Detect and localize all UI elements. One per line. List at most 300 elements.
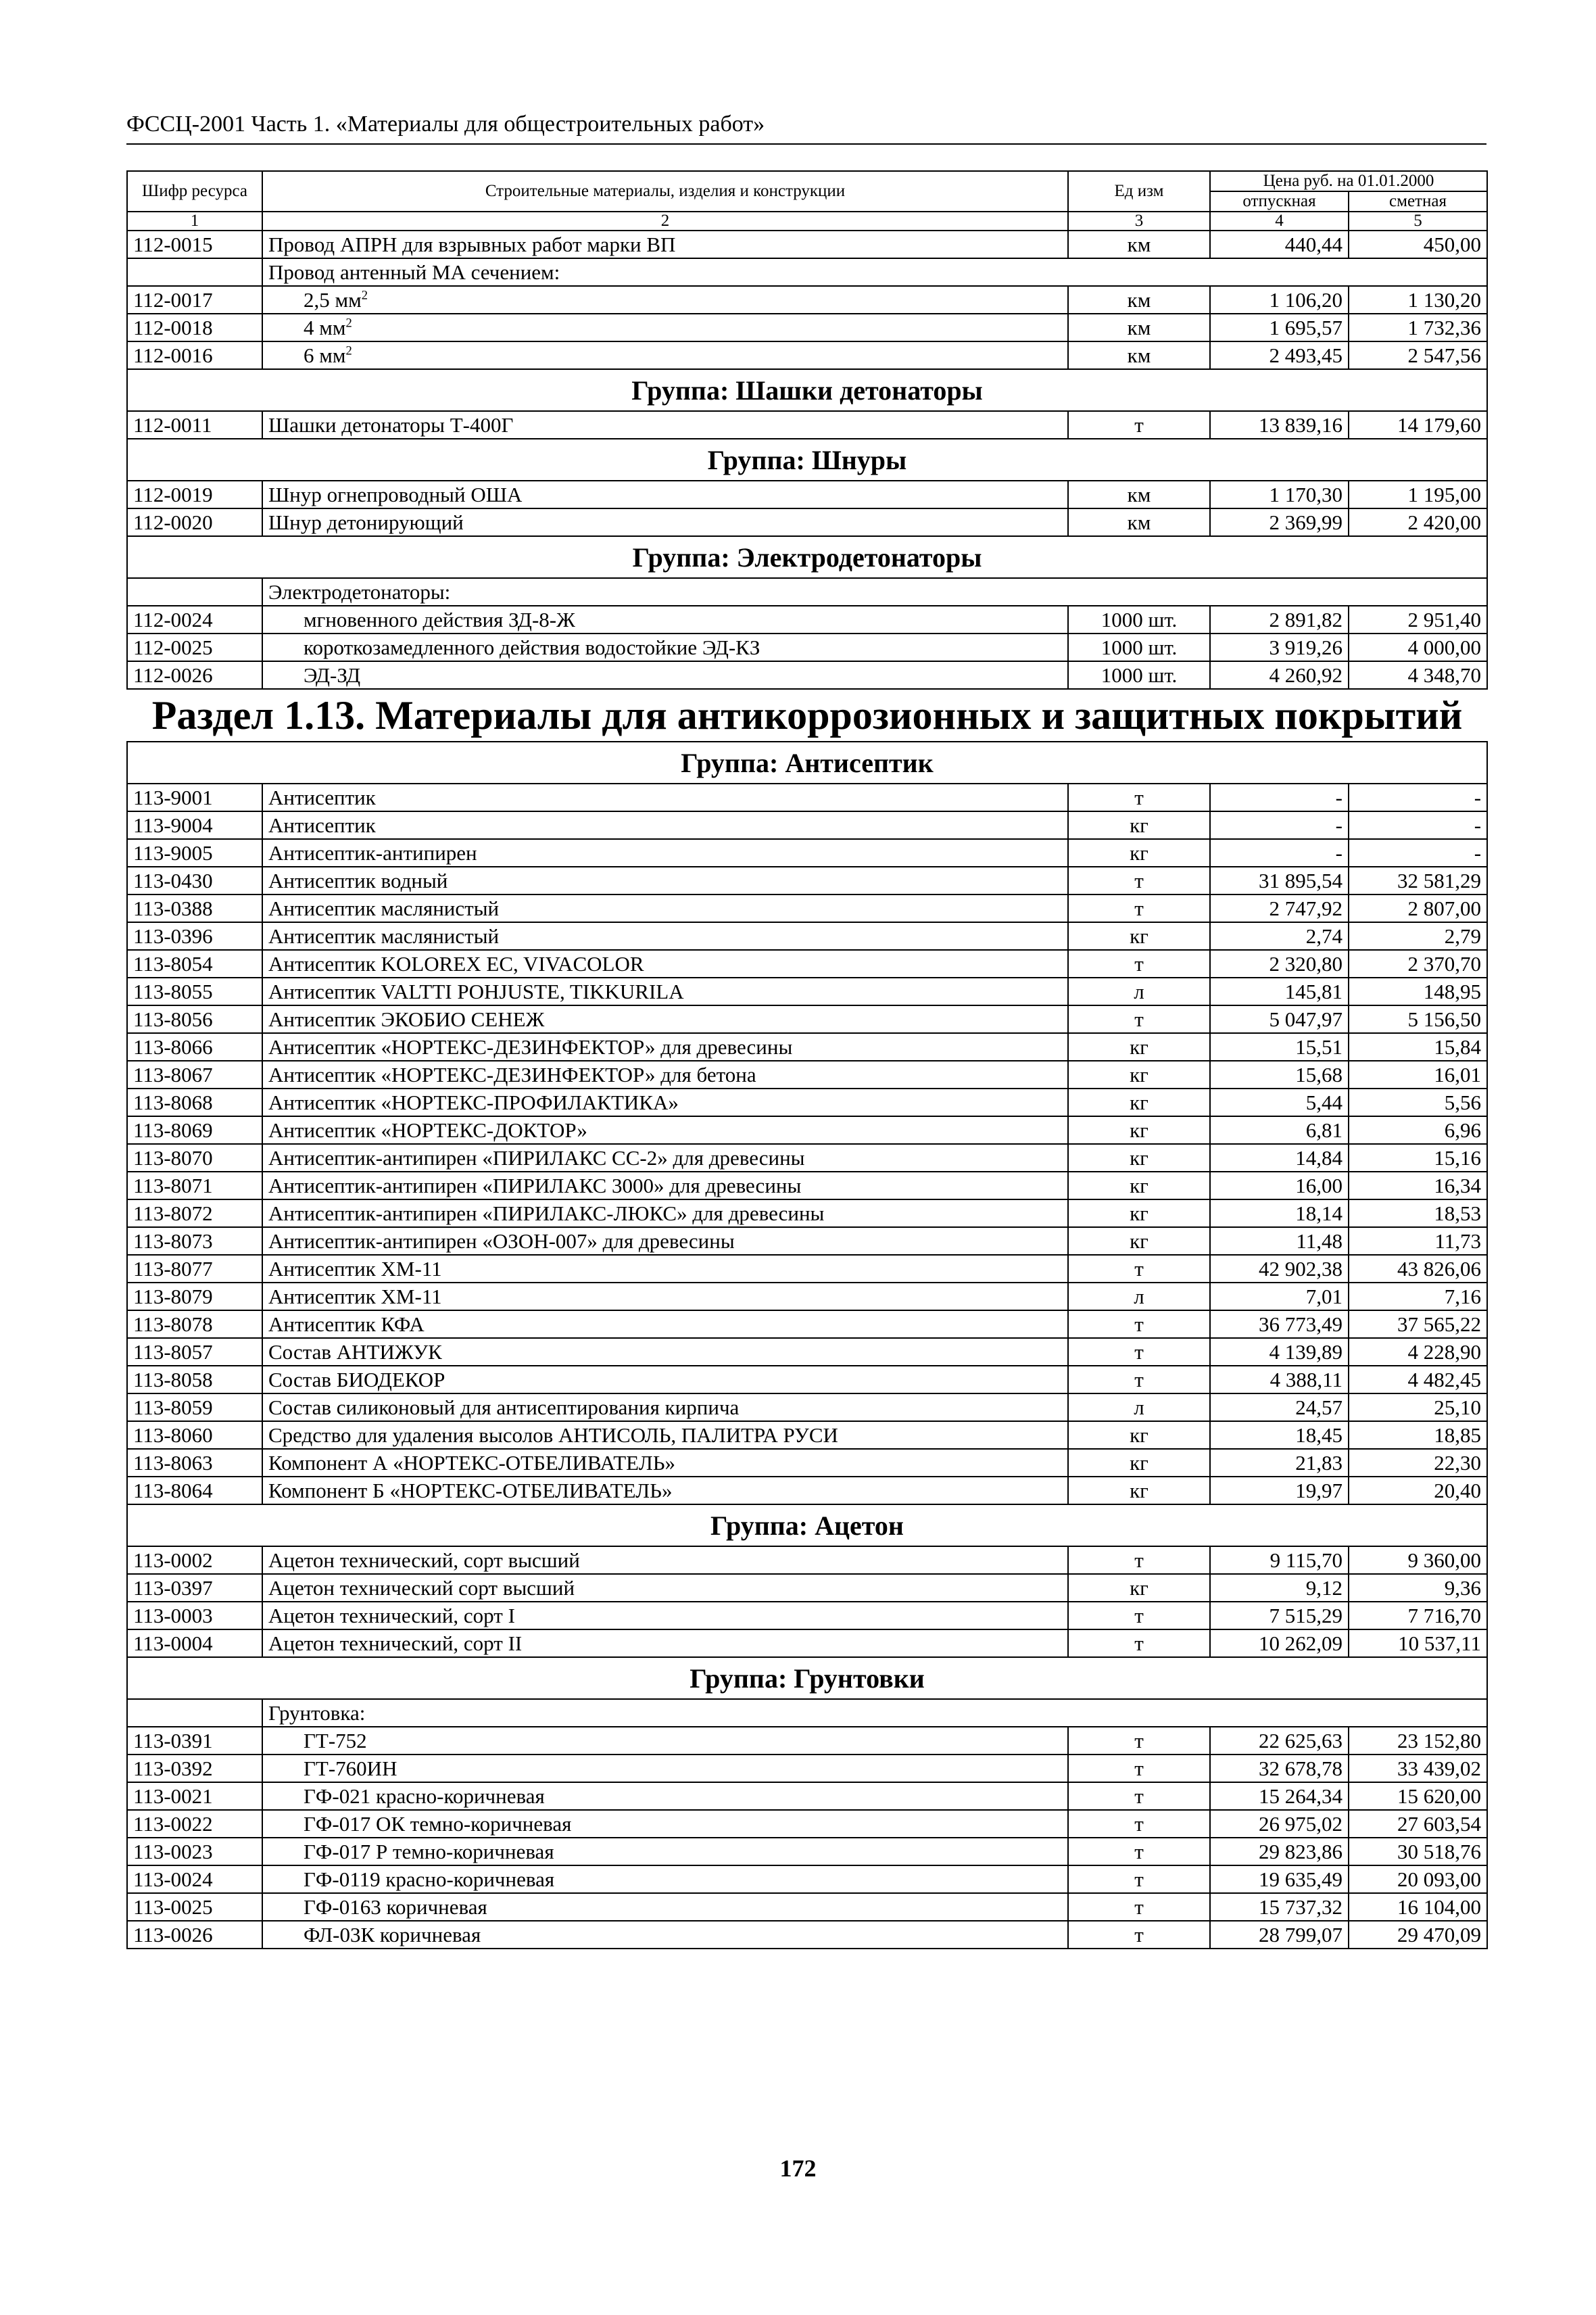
table-row [127,1449,1487,1477]
resource-code: 113-8059 [127,1393,262,1421]
estimate-price: 16,34 [1349,1172,1487,1199]
resource-code: 113-8069 [127,1116,262,1144]
table-row [127,341,1487,369]
group-title: Группа: Антисептик [127,742,1487,784]
material-name-cell [262,286,1068,314]
estimate-price: 450,00 [1349,231,1487,258]
material-name: Состав АНТИЖУК [268,1340,442,1364]
release-price: 14,84 [1210,1144,1349,1172]
release-price: 2 320,80 [1210,950,1349,978]
material-name-cell [262,1338,1068,1366]
material-name-cell [262,1033,1068,1061]
release-price: 28 799,07 [1210,1921,1349,1949]
table-header [127,171,1487,231]
resource-code: 113-0397 [127,1574,262,1602]
material-name: 6 мм [304,343,346,367]
estimate-price: 32 581,29 [1349,867,1487,894]
table-row [127,922,1487,950]
material-name: ГТ-752 [304,1729,367,1752]
resource-code: 113-0022 [127,1810,262,1838]
release-price: 2 891,82 [1210,606,1349,634]
unit: т [1068,1366,1210,1393]
material-name: ГФ-017 ОК темно-коричневая [304,1812,572,1836]
table-row [127,1421,1487,1449]
unit: 1000 шт. [1068,634,1210,661]
material-name-cell [262,978,1068,1005]
material-name: Антисептик маслянистый [268,924,500,948]
table-row [127,950,1487,978]
empty-cell [127,1699,262,1727]
resource-code: 112-0024 [127,606,262,634]
resource-code: 113-0023 [127,1838,262,1865]
table-row [127,1546,1487,1574]
unit: т [1068,1727,1210,1755]
group-title: Группа: Электродетонаторы [127,536,1487,578]
material-name-cell [262,839,1068,867]
resource-code: 113-9005 [127,839,262,867]
estimate-price: 1 195,00 [1349,481,1487,508]
material-name-cell [262,1546,1068,1574]
material-name: Антисептик «НОРТЕКС-ПРОФИЛАКТИКА» [268,1091,679,1114]
estimate-price: 6,96 [1349,1116,1487,1144]
table-row [127,1033,1487,1061]
table-row [127,1061,1487,1089]
material-name-cell [262,1602,1068,1629]
estimate-price: 37 565,22 [1349,1310,1487,1338]
release-price: 3 919,26 [1210,634,1349,661]
release-price: 7 515,29 [1210,1602,1349,1629]
material-name-cell [262,1629,1068,1657]
subheading-row [127,258,1487,286]
material-name: Антисептик ЭКОБИО СЕНЕЖ [268,1007,545,1031]
price-table-wrapper [126,170,1486,1949]
material-name-cell [262,1838,1068,1865]
resource-code: 113-8078 [127,1310,262,1338]
material-name: мгновенного действия ЗД-8-Ж [304,608,575,631]
group-heading-row [127,1504,1487,1546]
material-name-cell [262,1061,1068,1089]
material-name: Антисептик-антипирен «ПИРИЛАКС 3000» для древесины [268,1174,802,1197]
unit: т [1068,784,1210,811]
table-row [127,839,1487,867]
material-name: ГФ-017 Р темно-коричневая [304,1840,554,1863]
table-row [127,1838,1487,1865]
superscript: 2 [345,316,352,331]
material-name-cell [262,1921,1068,1949]
material-name: Ацетон технический, сорт I [268,1604,515,1627]
material-name: Антисептик ХМ-11 [268,1257,442,1281]
material-name-cell [262,231,1068,258]
table-row [127,1393,1487,1421]
material-name: Антисептик-антипирен [268,841,477,865]
estimate-price: 22,30 [1349,1449,1487,1477]
estimate-price: 9,36 [1349,1574,1487,1602]
estimate-price: 4 482,45 [1349,1366,1487,1393]
material-name: ГТ-760ИН [304,1757,397,1780]
release-price: 1 170,30 [1210,481,1349,508]
material-name-cell [262,1172,1068,1199]
unit: кг [1068,1089,1210,1116]
unit: 1000 шт. [1068,606,1210,634]
estimate-price: 2 547,56 [1349,341,1487,369]
release-price: 4 260,92 [1210,661,1349,689]
resource-code: 113-8064 [127,1477,262,1504]
unit: км [1068,314,1210,341]
material-name: Шнур огнепроводный ОША [268,483,523,506]
col-number-5: 5 [1349,212,1487,231]
group-heading-row [127,439,1487,481]
unit: т [1068,1546,1210,1574]
unit: кг [1068,839,1210,867]
table-row [127,1310,1487,1338]
page-header-title: ФССЦ-2001 Часть 1. «Материалы для общестроительных работ» [126,112,765,137]
unit: т [1068,950,1210,978]
material-name-cell [262,1393,1068,1421]
release-price: 29 823,86 [1210,1838,1349,1865]
empty-cell [127,258,262,286]
estimate-price: 1 732,36 [1349,314,1487,341]
material-name: ГФ-0119 красно-коричневая [304,1867,555,1891]
material-name-cell [262,1310,1068,1338]
table-row [127,1005,1487,1033]
col-header-price: Цена руб. на 01.01.2000 [1210,171,1487,191]
table-body [127,231,1487,1949]
resource-code: 112-0011 [127,411,262,439]
unit: кг [1068,1033,1210,1061]
resource-code: 113-0003 [127,1602,262,1629]
col-header-release: отпускная [1210,191,1349,212]
estimate-price: 11,73 [1349,1227,1487,1255]
material-name-cell [262,1366,1068,1393]
material-name-cell [262,811,1068,839]
estimate-price: 2 951,40 [1349,606,1487,634]
release-price: 2 369,99 [1210,508,1349,536]
release-price: 440,44 [1210,231,1349,258]
estimate-price: 20 093,00 [1349,1865,1487,1893]
estimate-price: 18,53 [1349,1199,1487,1227]
estimate-price: 148,95 [1349,978,1487,1005]
material-name: Состав силиконовый для антисептирования кирпича [268,1395,740,1419]
group-heading-row [127,369,1487,411]
estimate-price: 2 370,70 [1349,950,1487,978]
unit: т [1068,1810,1210,1838]
unit: кг [1068,811,1210,839]
estimate-price: 15,84 [1349,1033,1487,1061]
material-name-cell [262,508,1068,536]
material-name: короткозамедленного действия водостойкие ЭД-КЗ [304,636,760,659]
resource-code: 112-0026 [127,661,262,689]
group-heading-row [127,1657,1487,1699]
unit: т [1068,1310,1210,1338]
unit: л [1068,1393,1210,1421]
material-name: ЭД-ЗД [304,663,361,687]
resource-code: 113-0392 [127,1755,262,1782]
release-price: 26 975,02 [1210,1810,1349,1838]
release-price: 24,57 [1210,1393,1349,1421]
estimate-price: 15,16 [1349,1144,1487,1172]
resource-code: 113-8067 [127,1061,262,1089]
resource-code: 113-8066 [127,1033,262,1061]
release-price: 4 139,89 [1210,1338,1349,1366]
table-row [127,1921,1487,1949]
estimate-price: 1 130,20 [1349,286,1487,314]
col-header-unit: Ед изм [1068,171,1210,212]
resource-code: 113-8054 [127,950,262,978]
price-table [126,170,1488,1949]
unit: кг [1068,1172,1210,1199]
col-number-2: 2 [262,212,1068,231]
subheading-text: Грунтовка: [262,1699,1487,1727]
material-name-cell [262,1255,1068,1283]
resource-code: 113-8058 [127,1366,262,1393]
group-title: Группа: Грунтовки [127,1657,1487,1699]
unit: т [1068,1893,1210,1921]
release-price: 11,48 [1210,1227,1349,1255]
resource-code: 113-9004 [127,811,262,839]
table-row [127,634,1487,661]
release-price: 15 737,32 [1210,1893,1349,1921]
release-price: 10 262,09 [1210,1629,1349,1657]
unit: т [1068,1755,1210,1782]
material-name-cell [262,1574,1068,1602]
unit: т [1068,1338,1210,1366]
material-name-cell [262,1227,1068,1255]
page-number: 172 [779,2155,817,2182]
estimate-price: 2 807,00 [1349,894,1487,922]
table-row [127,867,1487,894]
table-row [127,1893,1487,1921]
material-name-cell [262,922,1068,950]
resource-code: 113-0026 [127,1921,262,1949]
resource-code: 113-8079 [127,1283,262,1310]
resource-code: 112-0015 [127,231,262,258]
unit: л [1068,978,1210,1005]
col-header-name: Строительные материалы, изделия и конструкции [262,171,1068,212]
release-price: 18,45 [1210,1421,1349,1449]
table-row [127,1172,1487,1199]
material-name: Провод АПРН для взрывных работ марки ВП [268,233,676,256]
resource-code: 112-0017 [127,286,262,314]
unit: кг [1068,1227,1210,1255]
release-price: 31 895,54 [1210,867,1349,894]
resource-code: 113-8060 [127,1421,262,1449]
table-row [127,894,1487,922]
table-row [127,1755,1487,1782]
estimate-price: 9 360,00 [1349,1546,1487,1574]
estimate-price: 4 348,70 [1349,661,1487,689]
resource-code: 113-8063 [127,1449,262,1477]
table-row [127,1199,1487,1227]
estimate-price: 2,79 [1349,922,1487,950]
estimate-price: 5,56 [1349,1089,1487,1116]
estimate-price: 16 104,00 [1349,1893,1487,1921]
estimate-price: - [1349,839,1487,867]
unit: кг [1068,1144,1210,1172]
table-row [127,1089,1487,1116]
release-price: 4 388,11 [1210,1366,1349,1393]
material-name: Антисептик водный [268,869,448,892]
table-row [127,411,1487,439]
resource-code: 112-0019 [127,481,262,508]
unit: т [1068,1782,1210,1810]
release-price: 145,81 [1210,978,1349,1005]
resource-code: 113-0430 [127,867,262,894]
unit: кг [1068,1477,1210,1504]
unit: км [1068,286,1210,314]
unit: кг [1068,1116,1210,1144]
unit: т [1068,1865,1210,1893]
unit: л [1068,1283,1210,1310]
material-name-cell [262,411,1068,439]
table-row [127,1227,1487,1255]
material-name: Средство для удаления высолов АНТИСОЛЬ, ПАЛИТРА РУСИ [268,1423,838,1447]
resource-code: 113-8071 [127,1172,262,1199]
release-price: 19,97 [1210,1477,1349,1504]
table-row [127,1477,1487,1504]
unit: т [1068,1838,1210,1865]
material-name-cell [262,1810,1068,1838]
material-name-cell [262,1199,1068,1227]
resource-code: 113-0396 [127,922,262,950]
unit: т [1068,867,1210,894]
unit: кг [1068,1449,1210,1477]
section-title: Раздел 1.13. Материалы для антикоррозионных и защитных покрытий [127,689,1487,742]
resource-code: 112-0016 [127,341,262,369]
table-row [127,1810,1487,1838]
estimate-price: - [1349,784,1487,811]
resource-code: 113-0391 [127,1727,262,1755]
table-row [127,606,1487,634]
estimate-price: 4 000,00 [1349,634,1487,661]
subheading-row [127,578,1487,606]
group-title: Группа: Ацетон [127,1504,1487,1546]
resource-code: 113-0002 [127,1546,262,1574]
estimate-price: 23 152,80 [1349,1727,1487,1755]
estimate-price: 30 518,76 [1349,1838,1487,1865]
table-row [127,1574,1487,1602]
resource-code: 113-8055 [127,978,262,1005]
resource-code: 113-0025 [127,1893,262,1921]
material-name-cell [262,867,1068,894]
resource-code: 113-8077 [127,1255,262,1283]
release-price: 2 493,45 [1210,341,1349,369]
material-name: 2,5 мм [304,288,362,312]
subheading-text: Провод антенный МА сечением: [262,258,1487,286]
unit: км [1068,481,1210,508]
material-name: Компонент Б «НОРТЕКС-ОТБЕЛИВАТЕЛЬ» [268,1479,673,1502]
resource-code: 113-8068 [127,1089,262,1116]
col-number-3: 3 [1068,212,1210,231]
release-price: 9 115,70 [1210,1546,1349,1574]
table-row [127,1602,1487,1629]
resource-code: 113-8073 [127,1227,262,1255]
resource-code: 112-0018 [127,314,262,341]
estimate-price: 20,40 [1349,1477,1487,1504]
material-name-cell [262,784,1068,811]
table-row [127,1865,1487,1893]
material-name: Ацетон технический, сорт высший [268,1548,580,1572]
table-row [127,784,1487,811]
resource-code: 113-9001 [127,784,262,811]
table-row [127,1116,1487,1144]
unit: т [1068,1005,1210,1033]
table-row [127,978,1487,1005]
material-name-cell [262,1865,1068,1893]
table-row [127,508,1487,536]
material-name: Антисептик маслянистый [268,897,500,920]
material-name-cell [262,1477,1068,1504]
release-price: 32 678,78 [1210,1755,1349,1782]
unit: т [1068,1602,1210,1629]
material-name: Антисептик VALTTI POHJUSTE, TIKKURILA [268,980,684,1003]
material-name-cell [262,1144,1068,1172]
estimate-price: 14 179,60 [1349,411,1487,439]
material-name-cell [262,1421,1068,1449]
material-name: ГФ-0163 коричневая [304,1895,487,1919]
estimate-price: 16,01 [1349,1061,1487,1089]
material-name-cell [262,1755,1068,1782]
material-name: Антисептик «НОРТЕКС-ДЕЗИНФЕКТОР» для бетона [268,1063,756,1087]
unit: кг [1068,922,1210,950]
release-price: 1 106,20 [1210,286,1349,314]
material-name-cell [262,1283,1068,1310]
material-name-cell [262,1005,1068,1033]
material-name: Антисептик «НОРТЕКС-ДОКТОР» [268,1118,587,1142]
table-row [127,1727,1487,1755]
release-price: 18,14 [1210,1199,1349,1227]
release-price: 13 839,16 [1210,411,1349,439]
release-price: - [1210,784,1349,811]
material-name: Антисептик «НОРТЕКС-ДЕЗИНФЕКТОР» для древесины [268,1035,793,1059]
empty-cell [127,578,262,606]
material-name-cell [262,1116,1068,1144]
table-row [127,314,1487,341]
unit: км [1068,231,1210,258]
estimate-price: 7 716,70 [1349,1602,1487,1629]
release-price: 2,74 [1210,922,1349,950]
material-name-cell [262,1893,1068,1921]
release-price: 22 625,63 [1210,1727,1349,1755]
unit: кг [1068,1199,1210,1227]
estimate-price: - [1349,811,1487,839]
unit: т [1068,1921,1210,1949]
material-name: Антисептик KOLOREX EC, VIVACOLOR [268,952,644,976]
estimate-price: 25,10 [1349,1393,1487,1421]
material-name: Антисептик-антипирен «ПИРИЛАКС СС-2» для древесины [268,1146,805,1170]
group-title: Группа: Шашки детонаторы [127,369,1487,411]
resource-code: 113-8056 [127,1005,262,1033]
material-name-cell [262,314,1068,341]
material-name-cell [262,481,1068,508]
material-name: 4 мм [304,316,346,339]
material-name: Ацетон технический, сорт II [268,1631,523,1655]
estimate-price: 4 228,90 [1349,1338,1487,1366]
material-name-cell [262,634,1068,661]
estimate-price: 10 537,11 [1349,1629,1487,1657]
resource-code: 113-0388 [127,894,262,922]
resource-code: 112-0025 [127,634,262,661]
table-row [127,231,1487,258]
material-name: Шашки детонаторы Т-400Г [268,413,514,437]
subheading-row [127,1699,1487,1727]
group-heading-row [127,536,1487,578]
estimate-price: 2 420,00 [1349,508,1487,536]
resource-code: 112-0020 [127,508,262,536]
material-name: Ацетон технический сорт высший [268,1576,575,1600]
section-heading-row [127,689,1487,742]
table-row [127,1629,1487,1657]
material-name-cell [262,1782,1068,1810]
